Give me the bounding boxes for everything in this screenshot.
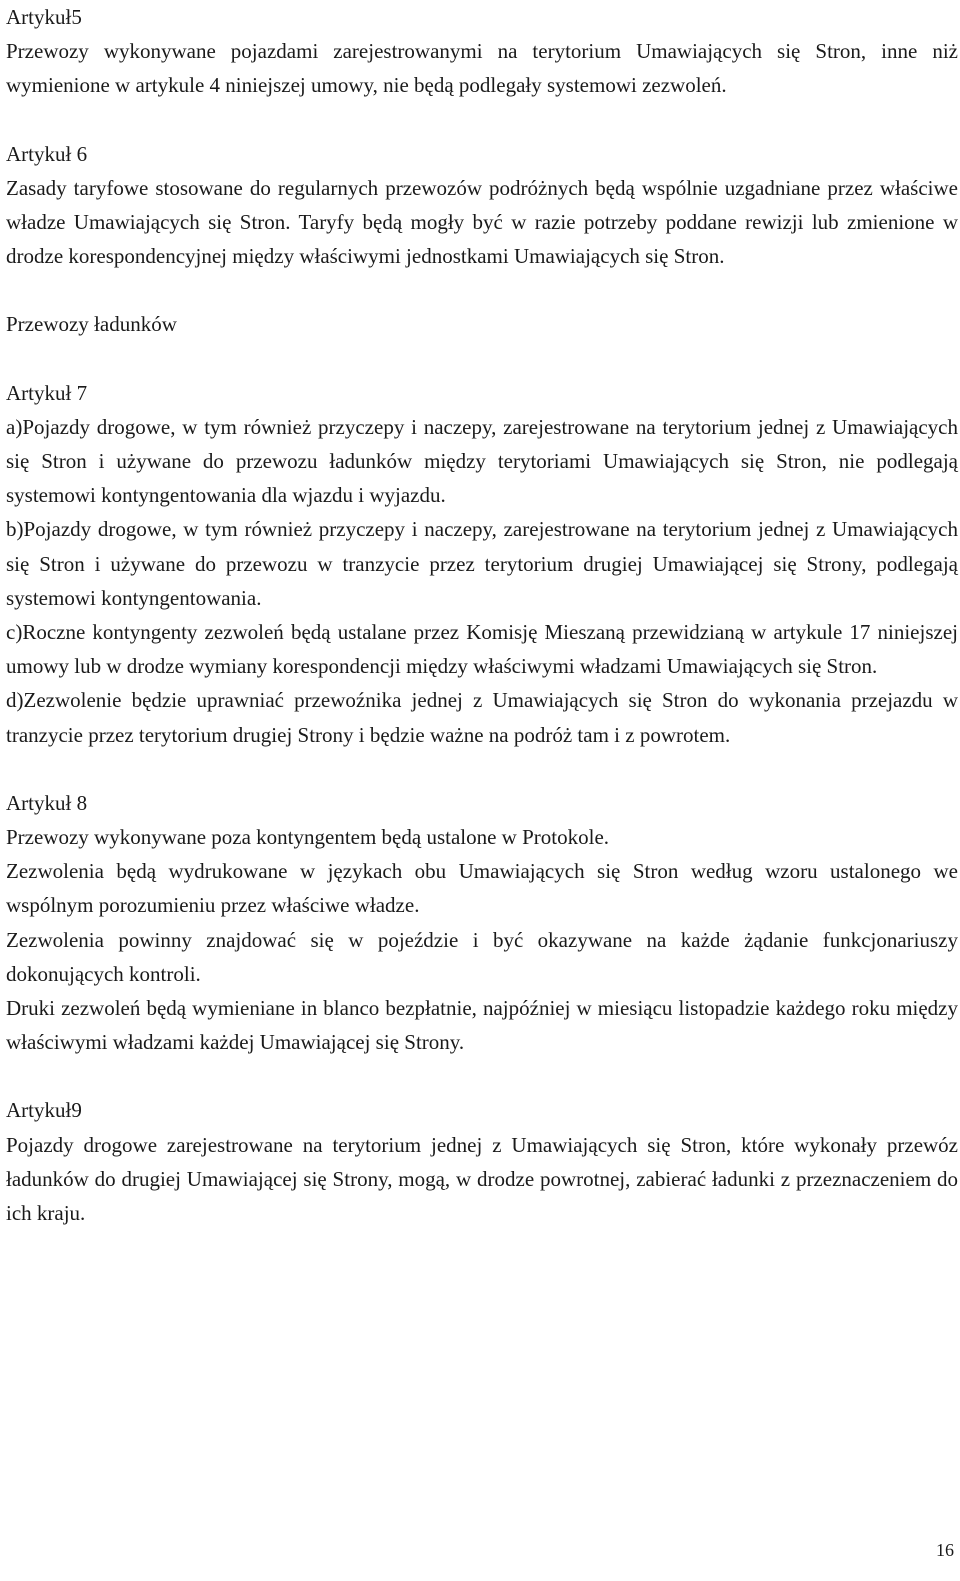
article-7-heading: Artykuł 7: [6, 380, 88, 405]
article-6-heading: Artykuł 6: [6, 141, 88, 166]
article-8-paragraph-3: Zezwolenia powinny znajdować się w pojeździe i być okazywane na każde żądanie funkcjonariuszy dokonujących kontroli.: [6, 927, 958, 986]
spacer: [6, 103, 958, 137]
article-8-paragraph-4: Druki zezwoleń będą wymieniane in blanco bezpłatnie, najpóźniej w miesiącu listopadzie każdego roku między właściwymi władzami każdej Umawiającej się Strony.: [6, 996, 958, 1055]
section-title: Przewozy ładunków: [6, 312, 177, 337]
article-7-item-c: c)Roczne kontyngenty zezwoleń będą ustalane przez Komisję Mieszaną przewidzianą w artykule 17 niniejszej umowy lub w drodze wymiany korespondencji między właściwymi władzami Umawiających się Stron.: [6, 620, 958, 679]
page-number: 16: [936, 1540, 954, 1560]
article-5-text: Przewozy wykonywane pojazdami zarejestrowanymi na terytorium Umawiających się Stron, inne niż wymienione w artykule 4 niniejszej umowy, nie będą podlegały systemowi zezwoleń.: [6, 39, 958, 98]
article-8-heading: Artykuł 8: [6, 790, 88, 815]
article-7-item-a: a)Pojazdy drogowe, w tym również przyczepy i naczepy, zarejestrowane na terytorium jednej z Umawiających się Stron i używane do przewozu ładunków między terytoriami Umawiających się Stron, nie podlegają systemowi kontyngentowania dla wjazdu i wyjazdu.: [6, 414, 958, 508]
spacer: [6, 1059, 958, 1093]
article-5-heading: Artykuł5: [6, 5, 82, 29]
document-page: [6, 0, 958, 1230]
article-9-heading: Artykuł9: [6, 1098, 82, 1123]
article-9-text: Pojazdy drogowe zarejestrowane na terytorium jednej z Umawiających się Stron, które wykonały przewóz ładunków do drugiej Umawiającej się Strony, mogą, w drodze powrotnej, zabierać ładunki z przeznaczeniem do ich kraju.: [6, 1132, 958, 1226]
article-8-paragraph-2: Zezwolenia będą wydrukowane w językach obu Umawiających się Stron według wzoru ustalonego we wspólnym porozumieniu przez właściwe władze.: [6, 859, 958, 918]
article-7-item-b: b)Pojazdy drogowe, w tym również przyczepy i naczepy, zarejestrowane na terytorium jednej z Umawiających się Stron i używane do przewozu w tranzycie przez terytorium drugiej Umawiającej się Strony, podlegają systemowi kontyngentowania.: [6, 517, 958, 610]
spacer: [6, 342, 958, 376]
article-8-paragraph-1: Przewozy wykonywane poza kontyngentem będą ustalone w Protokole.: [6, 825, 610, 850]
spacer: [6, 752, 958, 786]
article-7-item-d: d)Zezwolenie będzie uprawniać przewoźnika jednej z Umawiających się Stron do wykonania przejazdu w tranzycie przez terytorium drugiej Strony i będzie ważne na podróż tam i z powrotem.: [6, 688, 958, 747]
article-6-text: Zasady taryfowe stosowane do regularnych przewozów podróżnych będą wspólnie uzgadniane przez właściwe władze Umawiających się Stron. Taryfy będą mogły być w razie potrzeby poddane rewizji lub zmienione w drodze korespondencyjnej między właściwymi jednostkami Umawiających się Stron.: [6, 175, 958, 269]
spacer: [6, 273, 958, 307]
